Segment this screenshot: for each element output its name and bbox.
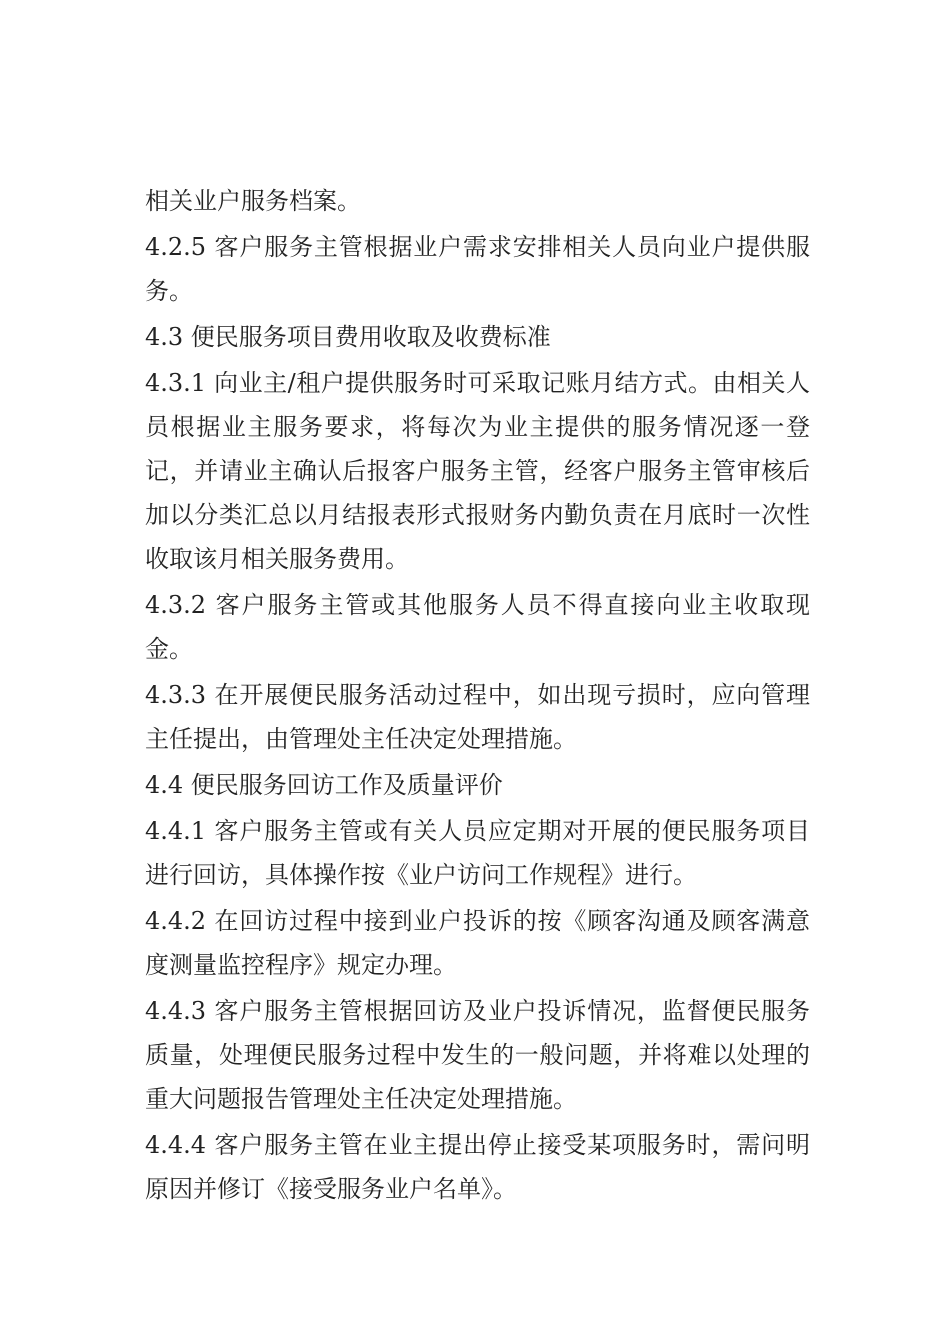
paragraph-4-4-3: 4.4.3 客户服务主管根据回访及业户投诉情况，监督便民服务质量，处理便民服务过程中发生的一般问题，并将难以处理的重大问题报告管理处主任决定处理措施。 (145, 997, 810, 1113)
paragraph-4-3-3: 4.3.3 在开展便民服务活动过程中，如出现亏损时，应向管理主任提出，由管理处主任决定处理措施。 (145, 681, 810, 753)
document-body (145, 179, 810, 1211)
paragraph-4-4-2: 4.4.2 在回访过程中接到业户投诉的按《顾客沟通及顾客满意度测量监控程序》规定办理。 (145, 907, 810, 979)
paragraph-archive-continuation: 相关业户服务档案。 (145, 187, 361, 215)
heading-4-4: 4.4 便民服务回访工作及质量评价 (145, 771, 503, 799)
paragraph-4-2-5: 4.2.5 客户服务主管根据业户需求安排相关人员向业户提供服务。 (145, 233, 810, 305)
paragraph-4-3-2: 4.3.2 客户服务主管或其他服务人员不得直接向业主收取现金。 (145, 591, 810, 663)
paragraph-4-3-1: 4.3.1 向业主/租户提供服务时可采取记账月结方式。由相关人员根据业主服务要求，将每次为业主提供的服务情况逐一登记，并请业主确认后报客户服务主管，经客户服务主管审核后加以分类汇总以月结报表形式报财务内勤负责在月底时一次性收取该月相关服务费用。 (145, 369, 810, 573)
paragraph-4-4-1: 4.4.1 客户服务主管或有关人员应定期对开展的便民服务项目进行回访，具体操作按《业户访问工作规程》进行。 (145, 817, 810, 889)
paragraph-4-4-4: 4.4.4 客户服务主管在业主提出停止接受某项服务时，需问明原因并修订《接受服务业户名单》。 (145, 1131, 810, 1203)
heading-4-3: 4.3 便民服务项目费用收取及收费标准 (145, 323, 551, 351)
